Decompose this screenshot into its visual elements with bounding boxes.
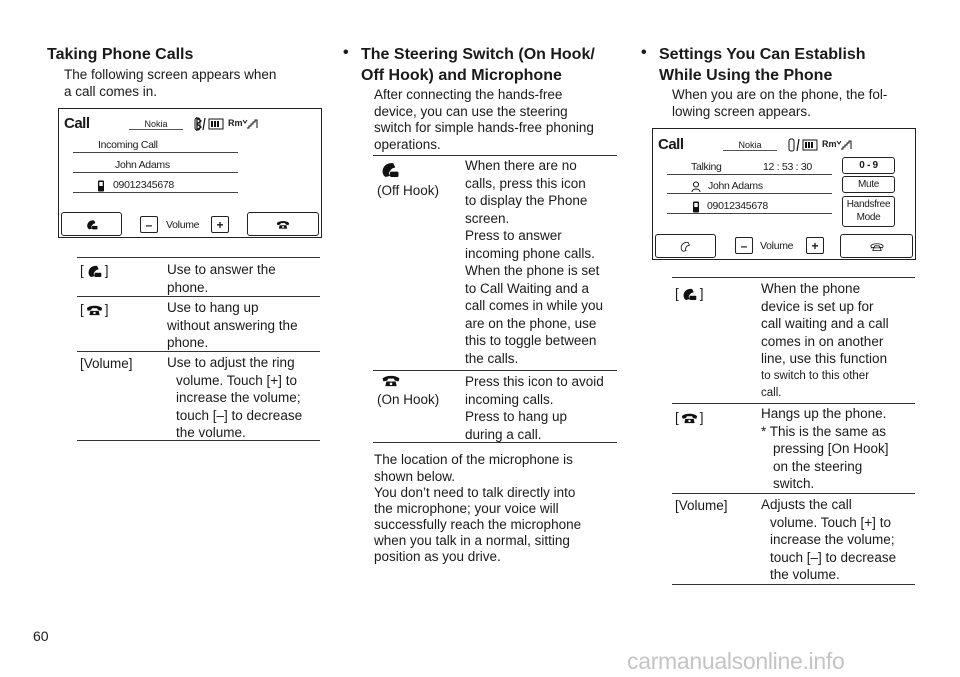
bracket-open: [ <box>80 263 84 278</box>
table-key-hangup <box>675 409 704 426</box>
mobile-phone-icon <box>97 179 105 197</box>
desc-line: during a call. <box>465 426 542 442</box>
phone-off-hook-icon <box>681 287 698 301</box>
desc-line: phone. <box>167 335 209 350</box>
desc-line: to Call Waiting and a <box>465 280 590 296</box>
desc-line: comes in on another <box>761 333 884 349</box>
table-desc-answer <box>167 261 276 296</box>
bracket-open: [ <box>675 286 679 301</box>
table-desc-hangup <box>761 405 889 493</box>
table-rule <box>672 584 915 585</box>
desc-line: screen. <box>465 210 510 226</box>
table-key-volume: [Volume] <box>675 498 728 513</box>
bullet: • <box>641 44 647 61</box>
screen-title: Call <box>658 136 684 153</box>
off-hook-caption: (Off Hook) <box>377 183 440 198</box>
divider <box>73 172 238 173</box>
desc-line: incoming calls. <box>465 391 554 407</box>
outro-line: You don’t need to talk directly into <box>374 485 576 500</box>
desc-line: pressing [On Hook] <box>773 441 889 456</box>
heading-steering-line-1: The Steering Switch (On Hook/ <box>361 46 595 63</box>
phone-on-hook-icon <box>870 241 884 252</box>
handsfree-label-line-1: Handsfree <box>846 199 891 210</box>
page-number: 60 <box>33 628 49 644</box>
hang-up-button[interactable] <box>247 212 319 236</box>
roaming-indicator: Rm <box>228 118 243 128</box>
intro-line: lowing screen appears. <box>672 104 811 119</box>
outro-line: The location of the microphone is <box>374 452 573 467</box>
active-call-screen <box>652 128 916 260</box>
desc-line: the volume. <box>176 425 246 440</box>
incoming-call-label: Incoming Call <box>98 139 158 151</box>
phone-off-hook-icon <box>379 161 401 178</box>
desc-line: Press this icon to avoid <box>465 374 604 389</box>
intro-line-2: a call comes in. <box>64 84 158 99</box>
desc-line: Use to hang up <box>167 300 259 315</box>
desc-line: to display the Phone <box>465 193 588 208</box>
desc-line: the volume. <box>770 567 840 582</box>
desc-line: Press to hang up <box>465 409 568 424</box>
desc-line: When there are no <box>465 158 577 173</box>
desc-line: are on the phone, use <box>465 315 597 331</box>
desc-line: switch. <box>773 476 815 491</box>
volume-label: Volume <box>166 219 200 231</box>
incoming-call-screen <box>58 108 322 238</box>
desc-line: volume. Touch [+] to <box>176 372 297 388</box>
call-state-label: Talking <box>691 161 722 173</box>
desc-line: touch [–] to decrease <box>176 407 303 423</box>
desc-line: call comes in while you <box>465 298 604 313</box>
desc-line: Use to adjust the ring <box>167 355 295 370</box>
mute-button[interactable]: Mute <box>842 176 895 193</box>
table-key-switch <box>675 285 704 302</box>
caller-number: 09012345678 <box>113 179 174 191</box>
phone-on-hook-icon <box>681 411 698 425</box>
table-rule <box>77 257 320 258</box>
desc-line: increase the volume; <box>770 532 895 547</box>
heading-steering-line-2: Off Hook) and Microphone <box>361 67 562 84</box>
table-rule <box>77 296 320 297</box>
desc-line: Adjusts the call <box>761 497 852 512</box>
table-rule <box>672 403 915 404</box>
off-hook-description <box>465 157 603 367</box>
volume-label: Volume <box>760 240 794 252</box>
mobile-phone-icon <box>692 200 700 218</box>
call-timer: 12 : 53 : 30 <box>763 161 812 173</box>
desc-line: this to toggle between <box>465 333 597 348</box>
table-desc-switch <box>761 280 889 403</box>
desc-line: Use to answer the <box>167 262 276 277</box>
table-desc-volume <box>761 496 896 584</box>
table-desc-hangup <box>167 299 298 352</box>
table-rule <box>373 442 617 443</box>
table-key-volume: [Volume] <box>80 356 133 371</box>
status-icons <box>193 117 259 131</box>
intro-line: device, you can use the steering <box>374 104 568 119</box>
roaming-indicator: Rm <box>822 139 837 149</box>
bullet: • <box>343 44 349 61</box>
outro-line: successfully reach the microphone <box>374 517 582 532</box>
device-name: Nokia <box>129 119 183 130</box>
outro-line: position as you drive. <box>374 549 501 564</box>
heading-settings-line-2: While Using the Phone <box>659 67 833 84</box>
on-hook-description <box>465 373 604 443</box>
phone-on-hook-icon <box>381 373 401 388</box>
volume-up-button[interactable]: + <box>211 216 229 233</box>
handsfree-label-line-2: Mode <box>856 212 881 223</box>
desc-line: on the steering <box>773 458 863 474</box>
desc-line: Press to answer <box>465 228 562 243</box>
desc-line: device is set up for <box>761 298 874 314</box>
bracket-open: [ <box>675 410 679 425</box>
table-rule <box>672 493 915 494</box>
watermark: carmanualsonline.info <box>627 648 845 674</box>
contact-number: 09012345678 <box>707 200 768 212</box>
intro-line: When you are on the phone, the fol- <box>672 87 888 102</box>
desc-line: incoming phone calls. <box>465 245 595 261</box>
divider <box>73 152 238 153</box>
desc-line: When the phone <box>761 281 861 296</box>
handsfree-mode-button[interactable] <box>842 196 895 227</box>
screen-title: Call <box>64 115 90 132</box>
divider <box>73 192 238 193</box>
intro-line: switch for simple hands-free phoning <box>374 120 594 135</box>
heading-settings-line-1: Settings You Can Establish <box>659 46 866 63</box>
answer-button[interactable] <box>655 234 716 258</box>
desc-line: calls, press this icon <box>465 175 586 191</box>
divider <box>667 174 832 175</box>
on-hook-caption: (On Hook) <box>377 392 440 407</box>
intro-line-1: The following screen appears when <box>64 67 277 82</box>
outro-line: shown below. <box>374 469 456 484</box>
table-desc-volume <box>167 354 302 442</box>
table-rule <box>373 155 617 156</box>
outro-line: the microphone; your voice will <box>374 501 559 516</box>
desc-line: touch [–] to decrease <box>770 549 897 565</box>
heading-taking-calls: Taking Phone Calls <box>47 46 194 63</box>
answer-button[interactable] <box>61 212 122 236</box>
status-icons <box>787 138 853 152</box>
table-key-answer <box>80 262 109 279</box>
phone-off-hook-icon <box>86 264 103 278</box>
volume-down-button[interactable]: – <box>735 237 753 254</box>
phone-on-hook-icon <box>276 219 290 230</box>
volume-down-button[interactable]: – <box>140 216 158 233</box>
device-name: Nokia <box>723 140 777 151</box>
caller-name: John Adams <box>115 159 170 171</box>
bracket-close: ] <box>699 410 704 425</box>
desc-line: * This is the same as <box>761 423 887 439</box>
contact-person-icon <box>691 180 701 198</box>
keypad-button[interactable]: 0 - 9 <box>842 157 895 174</box>
outro-line: when you talk in a normal, sitting <box>374 533 570 548</box>
table-rule <box>373 370 617 371</box>
phone-on-hook-icon <box>86 303 103 317</box>
divider <box>667 193 832 194</box>
table-rule <box>77 440 320 441</box>
desc-line: the calls. <box>465 350 519 366</box>
desc-line: without answering the <box>167 317 298 333</box>
intro-line: After connecting the hands-free <box>374 87 563 102</box>
desc-line: call waiting and a call <box>761 316 889 331</box>
contact-name: John Adams <box>708 180 763 192</box>
table-rule <box>672 277 915 278</box>
desc-line: call. <box>761 387 782 399</box>
divider <box>667 213 832 214</box>
desc-line: increase the volume; <box>176 390 301 405</box>
hang-up-button[interactable] <box>840 234 913 258</box>
intro-line: operations. <box>374 137 441 152</box>
volume-up-button[interactable]: + <box>806 237 824 254</box>
desc-line: When the phone is set <box>465 263 600 278</box>
bracket-close: ] <box>104 263 109 278</box>
bracket-open: [ <box>80 302 84 317</box>
desc-line: Hangs up the phone. <box>761 406 887 421</box>
bracket-close: ] <box>104 302 109 317</box>
desc-line: phone. <box>167 279 209 295</box>
table-key-hangup <box>80 301 109 318</box>
table-rule <box>77 351 320 352</box>
desc-line: line, use this function <box>761 351 888 366</box>
bracket-close: ] <box>699 286 704 301</box>
phone-off-hook-icon <box>85 219 99 230</box>
desc-line: volume. Touch [+] to <box>770 514 891 530</box>
desc-line: to switch to this other <box>761 369 870 382</box>
phone-off-hook-icon <box>679 241 693 252</box>
